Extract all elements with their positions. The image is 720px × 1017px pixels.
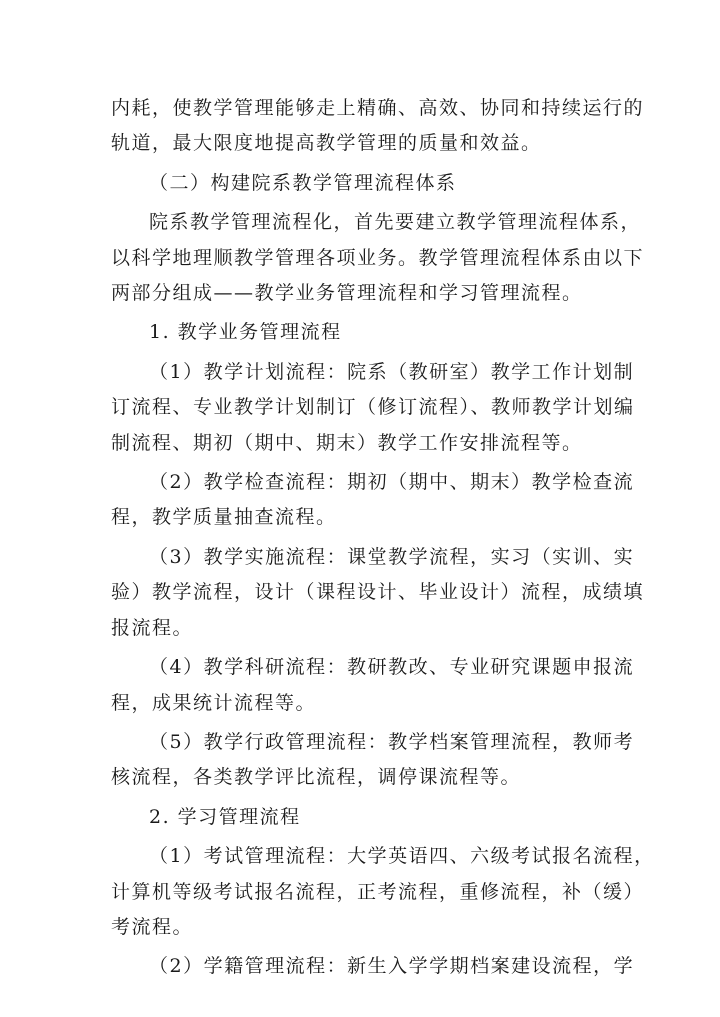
text-line: 订流程、专业教学计划制订（修订流程）、教师教学计划编 [111, 396, 635, 419]
text-line: （2）学籍管理流程：新生入学学期档案建设流程，学 [149, 955, 635, 978]
text-line: （4）教学科研流程：教研教改、专业研究课题申报流 [149, 656, 635, 679]
text-line: 考流程。 [111, 915, 194, 938]
text-line: 内耗，使教学管理能够走上精确、高效、协同和持续运行的 [111, 97, 645, 119]
heading-text: 1. 教学业务管理流程 [149, 321, 342, 344]
list-item-paragraph [111, 725, 635, 796]
text-line: （1）考试管理流程：大学英语四、六级考试报名流程， [149, 845, 655, 868]
text-line: 计算机等级考试报名流程，正考流程，重修流程，补（缓） [111, 880, 645, 903]
text-line: 以科学地理顺教学管理各项业务。教学管理流程体系由以下 [111, 246, 645, 269]
subsection-heading [111, 800, 617, 835]
list-item-paragraph [111, 540, 645, 646]
text-line: （1）教学计划流程：院系（教研室）教学工作计划制 [149, 360, 635, 383]
text-line: 程，成果统计流程等。 [111, 691, 317, 714]
text-line: 验）教学流程，设计（课程设计、毕业设计）流程，成绩填 [111, 581, 645, 604]
list-item-paragraph [111, 839, 655, 945]
paragraph-continuation [111, 91, 645, 162]
text-line: 制流程、期初（期中、期末）教学工作安排流程等。 [111, 431, 583, 454]
list-item-paragraph [111, 355, 635, 461]
subsection-heading [111, 315, 617, 350]
list-item-paragraph [111, 650, 635, 721]
heading-text: 2. 学习管理流程 [149, 805, 301, 828]
list-item-paragraph [111, 465, 635, 536]
heading-text: （二）构建院系教学管理流程体系 [149, 171, 457, 194]
text-line: 报流程。 [111, 616, 194, 639]
text-line: 两部分组成——教学业务管理流程和学习管理流程。 [111, 282, 583, 305]
document-body [111, 91, 655, 985]
text-line: （5）教学行政管理流程：教学档案管理流程，教师考 [149, 730, 635, 753]
text-line: 院系教学管理流程化，首先要建立教学管理流程体系， [149, 211, 642, 234]
list-item-paragraph [111, 949, 635, 984]
text-line: （3）教学实施流程：课堂教学流程，实习（实训、实 [149, 545, 635, 568]
paragraph-intro [111, 205, 645, 311]
text-line: 轨道，最大限度地提高教学管理的质量和效益。 [111, 132, 542, 155]
text-line: 核流程，各类教学评比流程，调停课流程等。 [111, 766, 522, 789]
section-heading [111, 166, 617, 201]
text-line: （2）教学检查流程：期初（期中、期末）教学检查流 [149, 471, 635, 494]
text-line: 程，教学质量抽查流程。 [111, 506, 337, 529]
